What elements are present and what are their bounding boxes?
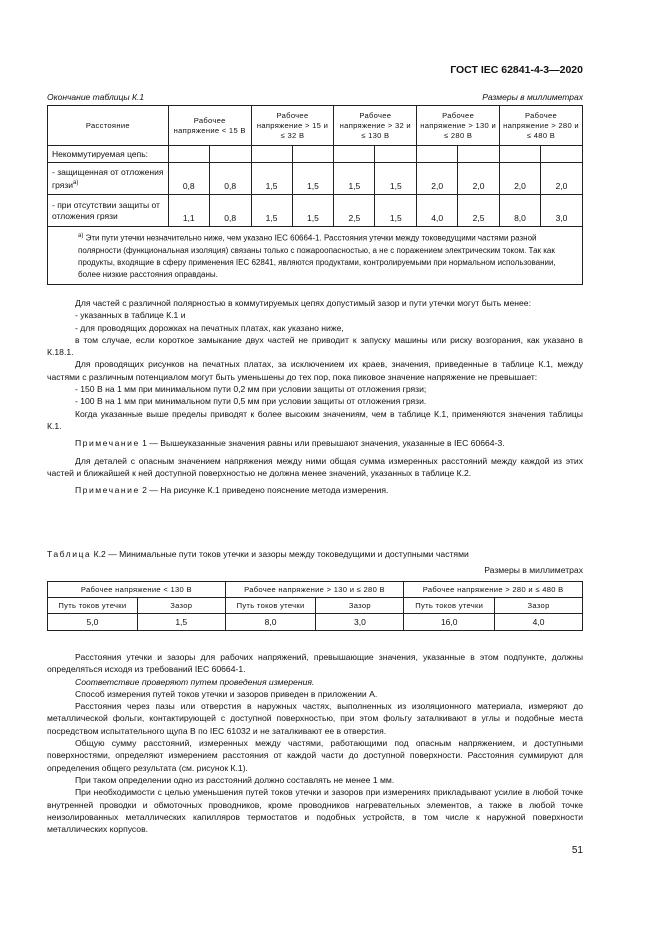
paragraph: Соответствие проверяют путем проведения измерения. xyxy=(75,676,315,687)
sub-header: Зазор xyxy=(495,598,583,614)
table-row xyxy=(48,614,583,631)
sub-header: Путь токов утечки xyxy=(225,598,316,614)
row-label: - защищенная от отложения грязи$^{а)}$ xyxy=(48,163,169,195)
header-distance: Расстояние xyxy=(48,106,169,146)
paragraph: Для частей с различной полярностью в коммутируемых цепях допустимый зазор и пути утечки могут быть менее: xyxy=(75,298,531,308)
header-voltage-2: Рабочее напряжение > 15 и ≤ 32 В xyxy=(251,106,334,146)
cell: 2,0 xyxy=(540,163,582,195)
cell: 4,0 xyxy=(417,195,458,227)
table-row xyxy=(48,195,583,227)
row-label: - при отсутствии защиты от отложения грязи xyxy=(48,195,169,227)
cell: 1,5 xyxy=(334,163,375,195)
cell: 3,0 xyxy=(540,195,582,227)
cell: 1,1 xyxy=(168,195,209,227)
cell: 1,5 xyxy=(292,195,334,227)
header-voltage-5: Рабочее напряжение > 280 и ≤ 480 В xyxy=(500,106,583,146)
list-item: - для проводящих дорожках на печатных платах, как указано ниже, xyxy=(75,322,344,333)
sub-header: Зазор xyxy=(316,598,404,614)
standard-header: ГОСТ IEC 62841-4-3—2020 xyxy=(450,64,583,76)
cell: 2,0 xyxy=(417,163,458,195)
cell: 4,0 xyxy=(495,614,583,631)
paragraph: Когда указанные выше пределы приводят к более высоким значениям, чем в таблице К.1, применяются значения таблицы К.1. xyxy=(47,408,583,431)
group-label: Некоммутируемая цепь: xyxy=(48,146,169,163)
cell: 8,0 xyxy=(225,614,316,631)
group-header-2: Рабочее напряжение > 130 и ≤ 280 В xyxy=(225,582,404,598)
cell: 1,5 xyxy=(375,163,417,195)
cell: 1,5 xyxy=(251,195,292,227)
list-item: - 100 В на 1 мм при минимальном пути 0,5 мм при условии защиты от отложения грязи. xyxy=(75,396,427,407)
table-k1 xyxy=(47,105,583,285)
paragraph: Для проводящих рисунков на печатных платах, за исключением их краев, значения, приведенные в таблице К.1, между частями с различным потенциалом могут быть уменьшены до тех пор, пока пиковое значение напряжение не превышает: xyxy=(47,359,583,382)
cell: 0,8 xyxy=(209,195,251,227)
paragraph: Для деталей с опасным значением напряжения между ними общая сумма измеренных расстояний между каждой из этих частей и ближайшей к ней доступной поверхностью не должна менее значений, указанных в таблице К.2. xyxy=(47,455,583,478)
cell: 0,8 xyxy=(209,163,251,195)
cell: 1,5 xyxy=(292,163,334,195)
table1-units: Размеры в миллиметрах xyxy=(482,92,583,102)
text-block-1 xyxy=(47,297,583,496)
cell: 3,0 xyxy=(316,614,404,631)
paragraph: При необходимости с целью уменьшения путей токов утечки и зазоров при измерениях прикладывают усилие в любой точке внутренней проводки и обмоточных проводников, кроме проводников нагревательных элементов, а также в любой точке неизолированных металлических капилляров термостатов и подобных устройств, в том числе к наружной поверхности металлических корпусов. xyxy=(47,787,583,835)
sub-header: Путь токов утечки xyxy=(48,598,138,614)
note-2: Примечание 2 — На рисунке К.1 приведено пояснение метода измерения. xyxy=(75,485,389,496)
paragraph: Способ измерения путей токов утечки и зазоров приведен в приложении А. xyxy=(75,688,378,699)
cell: 0,8 xyxy=(168,163,209,195)
header-voltage-3: Рабочее напряжение > 32 и ≤ 130 В xyxy=(334,106,417,146)
cell: 1,5 xyxy=(375,195,417,227)
cell: 8,0 xyxy=(500,195,541,227)
paragraph: в том случае, если короткое замыкание двух частей не приводит к запуску машины или риску возгорания, как указано в К.18.1. xyxy=(47,334,583,358)
table-row xyxy=(48,163,583,195)
cell: 2,5 xyxy=(334,195,375,227)
table-k2 xyxy=(47,581,583,631)
paragraph: Расстояния утечки и зазоры для рабочих напряжений, превышающие значения, указанные в этом подпункте, должны определяться исходя из требований IEC 60664-1. xyxy=(47,652,583,675)
note-1: Примечание 1 — Вышеуказанные значения равны или превышают значения, указанные в IEC 60664-3. xyxy=(75,438,505,449)
header-voltage-4: Рабочее напряжение > 130 и ≤ 280 В xyxy=(417,106,500,146)
table1-caption: Окончание таблицы К.1 xyxy=(47,92,145,102)
paragraph: Общую сумму расстояний, измеренных между частями, работающими под опасным напряжением, и доступными поверхностями, определяют измерением расстояния от каждой части до доступной поверхности. Расстояния суммируют для определения общего результата (см. рисунок К.1). xyxy=(47,738,583,773)
list-item: - 150 В на 1 мм при минимальном пути 0,2 мм при условии защиты от отложения грязи; xyxy=(75,384,427,395)
paragraph: При таком определении одно из расстояний должно составлять не менее 1 мм. xyxy=(75,774,395,785)
cell: 16,0 xyxy=(404,614,495,631)
table1-footnote: $^{а)}$ Эти пути утечки незначительно ниже, чем указано IEC 60664-1. Расстояния утечки между токоведущими частями разной полярности (функциональная изоляция) связаны только с пожароопасностью, а не с поражением электрическим током. Так как продукты, входящие в сферу применения IEC 62841, являются продуктами, контролируемыми при нормальном использовании, более низкие расстояния оправданы. xyxy=(48,227,583,285)
list-item: - указанных в таблице К.1 и xyxy=(75,310,186,321)
cell: 2,5 xyxy=(458,195,500,227)
cell: 1,5 xyxy=(251,163,292,195)
cell: 1,5 xyxy=(137,614,225,631)
sub-header: Путь токов утечки xyxy=(404,598,495,614)
cell: 2,0 xyxy=(458,163,500,195)
group-header-1: Рабочее напряжение < 130 В xyxy=(48,582,226,598)
cell: 2,0 xyxy=(500,163,541,195)
table2-title: Таблица К.2 — Минимальные пути токов утечки и зазоры между токоведущими и доступными частями xyxy=(47,549,469,559)
text-block-2 xyxy=(47,651,583,835)
paragraph: Расстояния через пазы или отверстия в наружных частях, выполненных из изоляционного материала, измеряют до металлической фольги, контактирующей с доступной поверхностью, при этом фольгу заталкивают в углы и подобные места посредством испытательного щупа В по IEC 61032 и не заталкивают ее в отверстия. xyxy=(47,701,583,736)
sub-header: Зазор xyxy=(137,598,225,614)
cell: 5,0 xyxy=(48,614,138,631)
page-number: 51 xyxy=(571,845,583,856)
table2-units: Размеры в миллиметрах xyxy=(484,565,583,575)
header-voltage-1: Рабочее напряжение < 15 В xyxy=(168,106,251,146)
group-header-3: Рабочее напряжение > 280 и ≤ 480 В xyxy=(404,582,583,598)
